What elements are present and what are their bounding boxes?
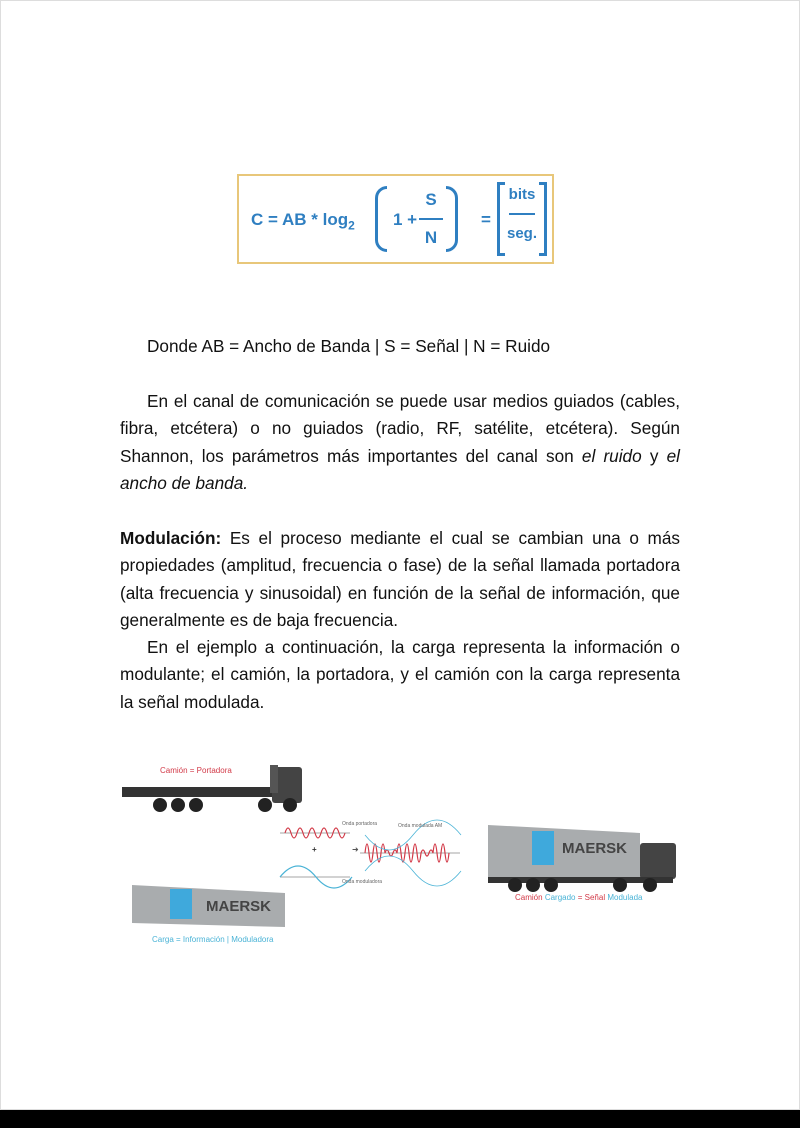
arrow-icon: ➜	[352, 845, 359, 854]
shannon-formula	[237, 174, 554, 264]
right-bracket	[539, 182, 547, 256]
modulation-term: Modulación:	[120, 528, 222, 548]
formula-subscript: 2	[348, 218, 355, 233]
modulation-paragraph	[120, 525, 680, 634]
right-paren	[446, 186, 458, 252]
formula-lhs	[251, 210, 355, 232]
fraction-bar	[509, 213, 535, 215]
modulated-wave-label: Onda modulada AM	[398, 823, 443, 829]
fraction-bar	[419, 218, 443, 220]
label-word: = Señal	[577, 893, 606, 902]
channel-text: En el canal de comunicación se puede usar medios guiados (cables, fibra, etcétera) o no guiados (radio, RF, satélite, etcétera). Según Shannon, los parámetros más importantes del canal son	[120, 391, 680, 466]
maersk-container	[132, 885, 285, 927]
channel-em-noise: el ruido	[581, 445, 642, 466]
formula-equals: =	[481, 210, 491, 229]
loaded-truck	[488, 825, 676, 892]
snr-fraction	[419, 190, 443, 248]
carrier-wave-label: Onda portadora	[342, 821, 378, 827]
illustration-graphics	[120, 755, 680, 950]
denominator: N	[424, 228, 438, 247]
numerator: S	[425, 190, 437, 209]
modulating-wave-label: Onda moduladora	[342, 879, 383, 885]
loaded-truck-label	[515, 893, 642, 902]
bottom-bar	[0, 1110, 800, 1128]
wave-diagram	[280, 820, 461, 888]
unit-numerator: bits	[508, 186, 536, 203]
channel-paragraph	[120, 388, 680, 497]
example-paragraph: En el ejemplo a continuación, la carga representa la información o modulante; el camión, la portadora, y el camión con la carga representa la señal modulada.	[120, 637, 680, 712]
plus-sign: +	[312, 845, 317, 854]
definitions-line: Donde AB = Ancho de Banda | S = Señal | N = Ruido	[147, 336, 551, 356]
channel-em-bandwidth: el ancho de banda.	[120, 445, 681, 493]
loaded-container-brand: MAERSK	[562, 840, 628, 857]
cargo-label: Carga = Información | Moduladora	[152, 935, 274, 944]
formula-one-plus: 1 +	[393, 210, 418, 229]
channel-mid: y	[641, 445, 667, 466]
formula-lhs-text: C = AB * log	[251, 210, 349, 229]
label-word: Cargado	[544, 893, 576, 902]
container-brand: MAERSK	[206, 898, 272, 915]
label-word: Camión	[515, 893, 543, 902]
truck-label: Camión = Portadora	[160, 766, 232, 775]
left-bracket	[497, 182, 505, 256]
label-word: Modulada	[607, 893, 643, 902]
left-paren	[375, 186, 387, 252]
modulation-definition: Es el proceso mediante el cual se cambian una o más propiedades (amplitud, frecuencia o fase) de la señal llamada portadora (alta frecuencia y sinusoidal) en función de la señal de información, que generalmente es de baja frecuencia.	[120, 528, 680, 630]
unit-denominator: seg.	[506, 225, 537, 242]
unit-fraction	[505, 186, 539, 242]
modulation-illustration	[120, 755, 680, 950]
